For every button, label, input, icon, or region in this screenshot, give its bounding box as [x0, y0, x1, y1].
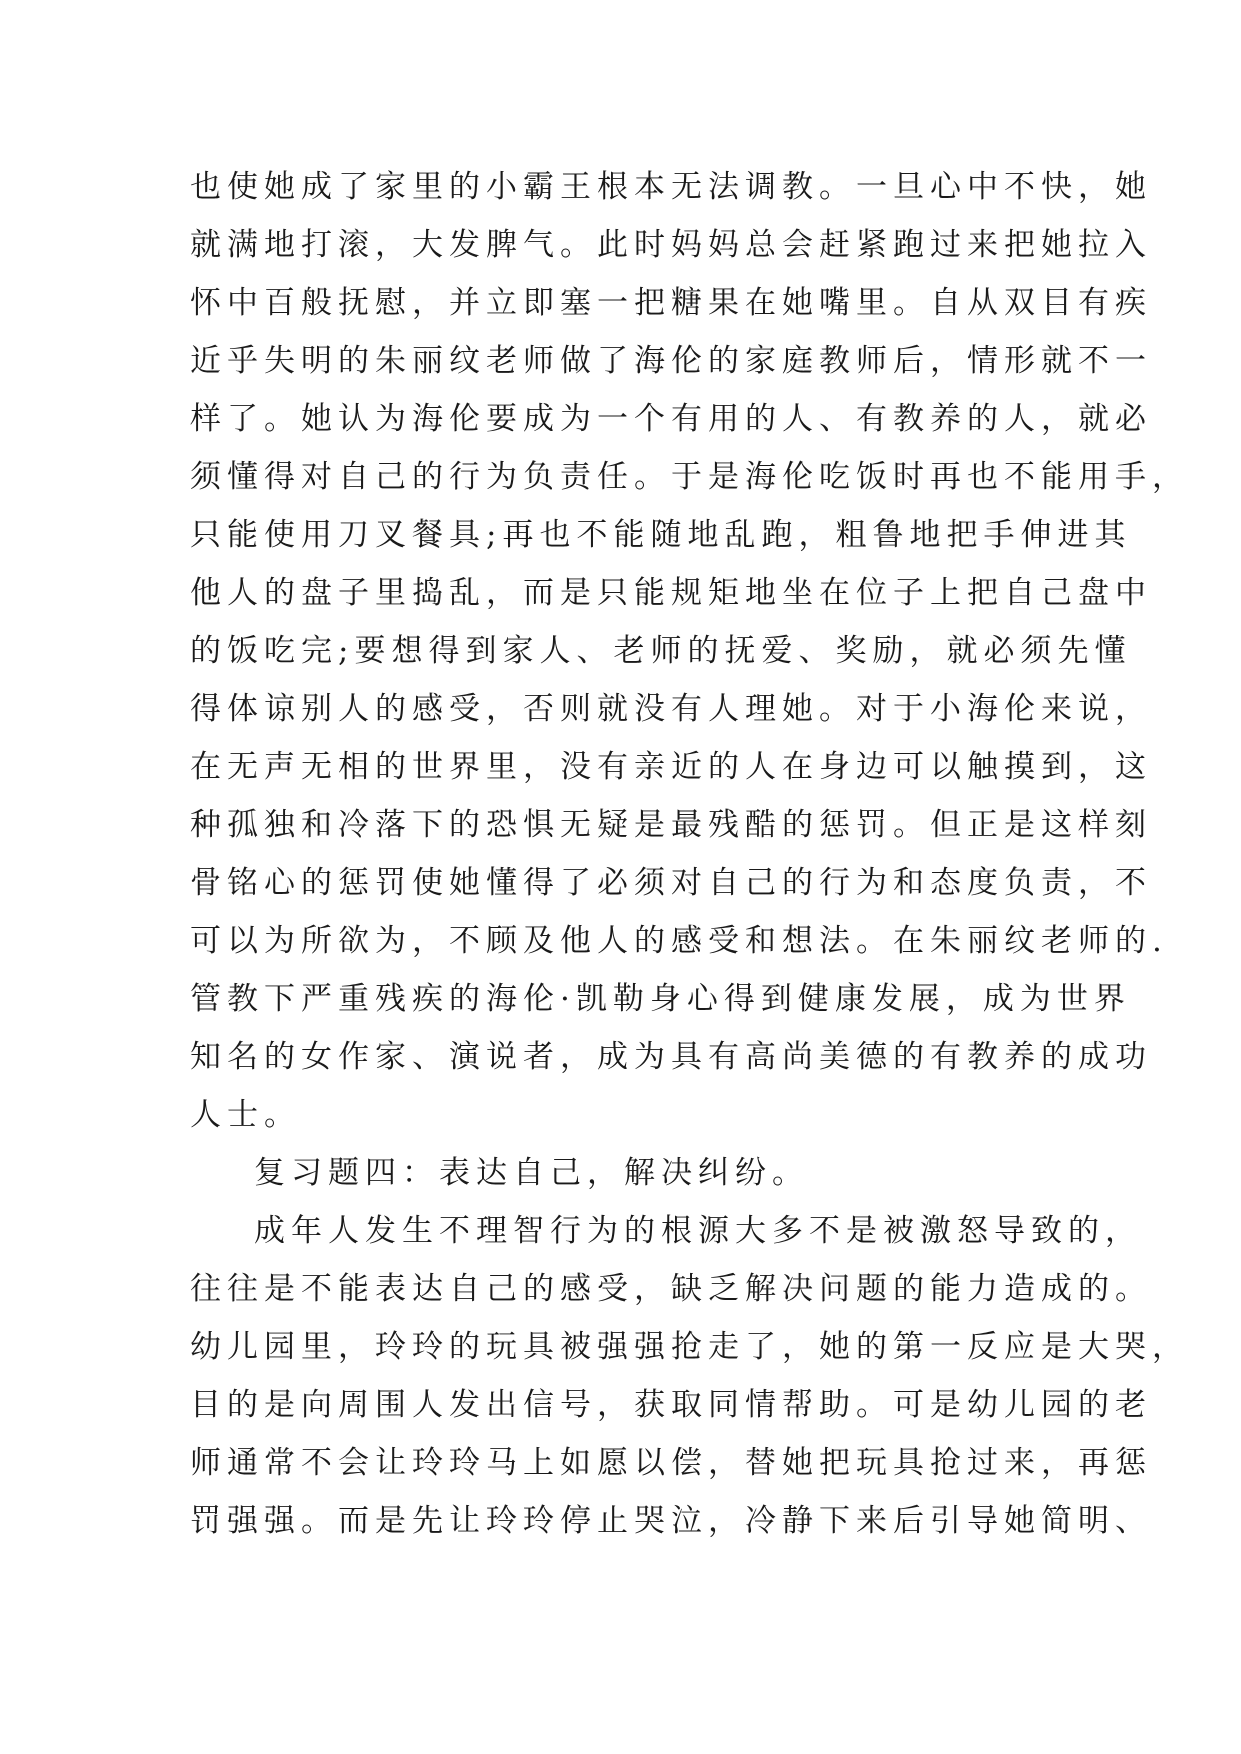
text-line: 师通常不会让玲玲马上如愿以偿，替她把玩具抢过来，再惩 — [190, 1445, 1152, 1481]
text-line: 他人的盘子里捣乱，而是只能规矩地坐在位子上把自己盘中 — [190, 575, 1152, 611]
text-line: 得体谅别人的感受，否则就没有人理她。对于小海伦来说， — [190, 691, 1152, 727]
text-line: 在无声无相的世界里，没有亲近的人在身边可以触摸到，这 — [190, 749, 1152, 785]
section-heading: 复习题四：表达自己，解决纠纷。 — [254, 1155, 809, 1191]
text-line: 骨铭心的惩罚使她懂得了必须对自己的行为和态度负责，不 — [190, 865, 1152, 901]
text-line: 也使她成了家里的小霸王根本无法调教。一旦心中不快，她 — [190, 169, 1152, 205]
text-line: 可以为所欲为，不顾及他人的感受和想法。在朱丽纹老师的. — [190, 923, 1168, 959]
text-line: 知名的女作家、演说者，成为具有高尚美德的有教养的成功 — [190, 1039, 1152, 1075]
body-text — [190, 158, 1189, 1550]
text-line: 管教下严重残疾的海伦·凯勒身心得到健康发展，成为世界 — [190, 981, 1131, 1017]
text-line: 只能使用刀叉餐具;再也不能随地乱跑，粗鲁地把手伸进其 — [190, 517, 1132, 553]
text-line: 往往是不能表达自己的感受，缺乏解决问题的能力造成的。 — [190, 1271, 1152, 1307]
text-line: 近乎失明的朱丽纹老师做了海伦的家庭教师后，情形就不一 — [190, 343, 1152, 379]
text-line: 须懂得对自己的行为负责任。于是海伦吃饭时再也不能用手， — [190, 459, 1189, 495]
text-line: 就满地打滚，大发脾气。此时妈妈总会赶紧跑过来把她拉入 — [190, 227, 1152, 263]
text-line: 罚强强。而是先让玲玲停止哭泣，冷静下来后引导她简明、 — [190, 1503, 1152, 1539]
text-line: 人士。 — [190, 1097, 301, 1133]
text-line: 幼儿园里，玲玲的玩具被强强抢走了，她的第一反应是大哭， — [190, 1329, 1189, 1365]
text-line: 目的是向周围人发出信号，获取同情帮助。可是幼儿园的老 — [190, 1387, 1152, 1423]
text-line: 怀中百般抚慰，并立即塞一把糖果在她嘴里。自从双目有疾 — [190, 285, 1152, 321]
text-line: 成年人发生不理智行为的根源大多不是被激怒导致的， — [254, 1213, 1142, 1249]
text-line: 的饭吃完;要想得到家人、老师的抚爱、奖励，就必须先懂 — [190, 633, 1132, 669]
text-line: 种孤独和冷落下的恐惧无疑是最残酷的惩罚。但正是这样刻 — [190, 807, 1152, 843]
text-line: 样了。她认为海伦要成为一个有用的人、有教养的人，就必 — [190, 401, 1152, 437]
